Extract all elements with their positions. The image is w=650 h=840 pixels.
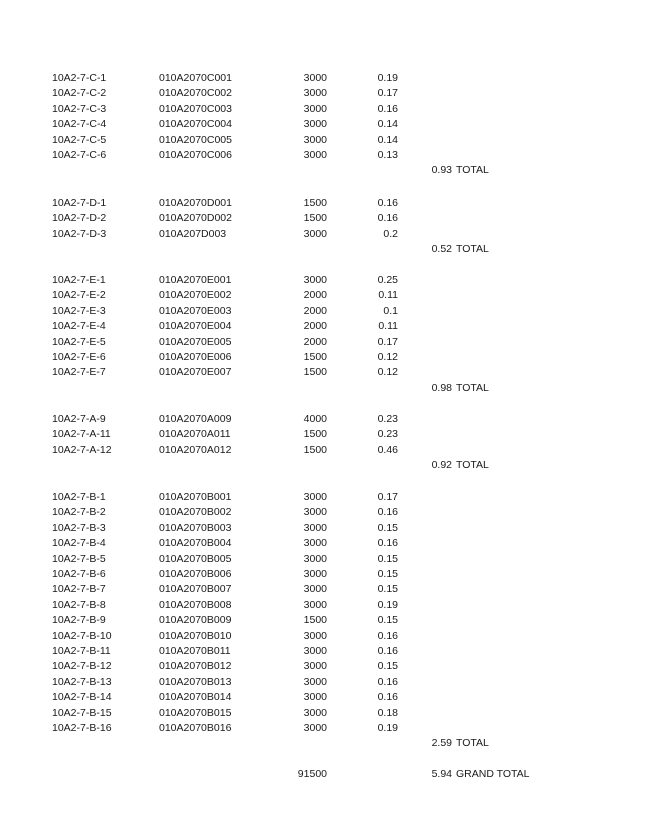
item-value: 0.13 [377,149,398,161]
item-quantity: 1500 [303,212,327,225]
item-id: 10A2-7-E-2 [52,289,106,302]
item-id: 10A2-7-B-8 [52,598,106,611]
total-value: 0.98 [431,381,452,394]
item-id: 10A2-7-B-15 [52,706,112,719]
item-quantity: 3000 [303,274,327,286]
item-code: 010A2070A011 [159,428,231,441]
grand-total-row [0,767,650,782]
item-value: 0.18 [377,706,398,719]
item-value: 0.2 [383,227,398,240]
total-value: 0.52 [431,243,452,256]
table-row [0,273,650,288]
item-quantity: 3000 [303,102,327,115]
item-code: 010A2070C001 [159,72,232,84]
table-row [0,412,650,427]
item-code: 010A2070A012 [159,443,232,456]
item-quantity: 1500 [303,197,327,209]
table-row [0,613,650,628]
table-row [0,86,650,101]
item-quantity: 3000 [303,722,327,734]
item-id: 10A2-7-A-12 [52,443,112,456]
item-value: 0.17 [377,87,398,100]
table-row [0,117,650,132]
item-id: 10A2-7-B-11 [52,645,111,657]
section-total [0,736,650,751]
total-value: 0.93 [431,164,452,177]
table-row [0,629,650,644]
item-quantity: 3000 [303,645,327,657]
item-code: 010A2070B016 [159,722,232,734]
item-quantity: 3000 [303,118,327,131]
item-code: 010A2070B007 [159,583,232,596]
item-value: 0.15 [377,614,398,627]
item-code: 010A2070C004 [159,118,232,131]
total-value: 0.92 [431,459,452,472]
item-quantity: 2000 [303,320,327,333]
item-code: 010A2070B010 [159,629,232,642]
total-label: TOTAL [456,737,489,750]
item-id: 10A2-7-B-10 [52,629,112,642]
total-label: TOTAL [456,459,489,472]
table-row [0,721,650,736]
item-value: 0.23 [377,413,398,425]
item-id: 10A2-7-B-3 [52,521,106,534]
item-value: 0.16 [377,629,398,642]
item-id: 10A2-7-E-3 [52,304,106,317]
item-id: 10A2-7-D-3 [52,227,107,240]
item-quantity: 3000 [303,629,327,642]
item-code: 010A2070C006 [159,149,232,161]
item-id: 10A2-7-E-4 [52,320,106,333]
item-code: 010A2070D001 [159,197,232,209]
item-code: 010A2070B015 [159,706,232,719]
item-quantity: 4000 [303,413,327,425]
item-quantity: 3000 [303,691,327,704]
table-row [0,582,650,597]
item-value: 0.16 [377,212,398,225]
item-code: 010A2070B014 [159,691,232,704]
item-id: 10A2-7-C-3 [52,102,107,115]
item-value: 0.16 [377,506,398,519]
item-value: 0.16 [377,537,398,550]
table-row [0,319,650,334]
table-row [0,690,650,705]
item-value: 0.15 [377,521,398,534]
item-code: 010A2070B004 [159,537,232,550]
item-value: 0.11 [378,289,398,302]
item-code: 010A2070C003 [159,102,232,115]
table-row [0,706,650,721]
item-code: 010A2070B011 [159,645,231,657]
item-code: 010A2070D002 [159,212,232,225]
item-code: 010A207D003 [159,227,227,240]
item-value: 0.16 [377,675,398,688]
item-quantity: 3000 [303,537,327,550]
item-quantity: 3000 [303,149,327,161]
item-id: 10A2-7-B-9 [52,614,106,627]
item-value: 0.14 [377,133,398,146]
item-code: 010A2070A009 [159,413,232,425]
item-id: 10A2-7-E-6 [52,351,106,363]
item-code: 010A2070E007 [159,366,232,379]
item-id: 10A2-7-E-7 [52,366,106,379]
item-code: 010A2070B009 [159,614,232,627]
item-quantity: 3000 [303,491,327,503]
item-code: 010A2070C005 [159,133,232,146]
table-row [0,598,650,613]
grand-total-quantity: 91500 [297,768,327,780]
item-quantity: 3000 [303,72,327,84]
item-quantity: 3000 [303,506,327,519]
item-value: 0.15 [377,583,398,596]
item-code: 010A2070B008 [159,598,232,611]
section-total [0,458,650,473]
item-value: 0.25 [377,274,398,286]
table-row [0,443,650,458]
item-id: 10A2-7-B-1 [52,491,106,503]
item-value: 0.16 [377,645,398,657]
item-quantity: 3000 [303,227,327,240]
table-row [0,490,650,505]
table-row [0,675,650,690]
total-label: TOTAL [456,243,489,256]
section-total [0,242,650,257]
item-value: 0.16 [377,691,398,704]
item-value: 0.46 [377,443,398,456]
item-id: 10A2-7-B-2 [52,506,106,519]
item-quantity: 3000 [303,521,327,534]
item-code: 010A2070E003 [159,304,232,317]
item-quantity: 3000 [303,87,327,100]
table-row [0,644,650,659]
item-id: 10A2-7-C-1 [52,72,107,84]
item-quantity: 3000 [303,660,327,673]
table-row [0,102,650,117]
item-code: 010A2070E006 [159,351,232,363]
item-id: 10A2-7-B-7 [52,583,106,596]
item-value: 0.15 [377,552,398,565]
item-id: 10A2-7-E-5 [52,335,106,348]
item-code: 010A2070E002 [159,289,232,302]
table-row [0,288,650,303]
item-id: 10A2-7-C-4 [52,118,107,131]
item-id: 10A2-7-B-13 [52,675,112,688]
table-row [0,536,650,551]
table-row [0,505,650,520]
item-value: 0.16 [377,102,398,115]
item-quantity: 1500 [303,428,327,441]
table-row [0,71,650,86]
item-value: 0.12 [377,366,398,379]
item-code: 010A2070E004 [159,320,232,333]
item-value: 0.17 [377,491,398,503]
item-value: 0.19 [377,72,398,84]
item-quantity: 3000 [303,133,327,146]
table-row [0,350,650,365]
item-id: 10A2-7-B-16 [52,722,112,734]
item-quantity: 3000 [303,598,327,611]
item-value: 0.15 [377,568,398,580]
item-id: 10A2-7-B-14 [52,691,112,704]
table-row [0,148,650,163]
item-code: 010A2070B013 [159,675,232,688]
item-id: 10A2-7-A-9 [52,413,106,425]
table-row [0,133,650,148]
section-total [0,381,650,396]
item-value: 0.11 [378,320,398,333]
table-row [0,365,650,380]
item-code: 010A2070B006 [159,568,232,580]
item-value: 0.23 [377,428,398,441]
item-code: 010A2070B012 [159,660,232,673]
item-quantity: 2000 [303,289,327,302]
item-quantity: 3000 [303,568,327,580]
table-row [0,196,650,211]
item-id: 10A2-7-D-2 [52,212,107,225]
item-id: 10A2-7-B-5 [52,552,106,565]
item-code: 010A2070E005 [159,335,232,348]
table-row [0,427,650,442]
item-quantity: 3000 [303,706,327,719]
item-id: 10A2-7-C-2 [52,87,107,100]
grand-total-value: 5.94 [431,768,452,780]
item-value: 0.14 [377,118,398,131]
item-id: 10A2-7-B-6 [52,568,106,580]
item-quantity: 2000 [303,304,327,317]
table-row [0,335,650,350]
item-id: 10A2-7-B-12 [52,660,112,673]
table-row [0,521,650,536]
item-value: 0.17 [377,335,398,348]
item-quantity: 3000 [303,675,327,688]
item-quantity: 3000 [303,583,327,596]
total-label: TOTAL [456,164,489,177]
item-id: 10A2-7-D-1 [52,197,107,209]
table-row [0,552,650,567]
item-quantity: 1500 [303,366,327,379]
item-quantity: 3000 [303,552,327,565]
item-value: 0.16 [377,197,398,209]
item-id: 10A2-7-B-4 [52,537,106,550]
item-quantity: 1500 [303,351,327,363]
total-label: TOTAL [456,381,489,394]
item-value: 0.12 [377,351,398,363]
table-row [0,227,650,242]
item-code: 010A2070B005 [159,552,232,565]
item-code: 010A2070E001 [159,274,232,286]
item-id: 10A2-7-E-1 [52,274,106,286]
item-value: 0.19 [377,598,398,611]
item-value: 0.15 [377,660,398,673]
item-value: 0.19 [377,722,398,734]
item-code: 010A2070B003 [159,521,232,534]
item-id: 10A2-7-C-5 [52,133,107,146]
item-code: 010A2070B001 [159,491,232,503]
table-row [0,567,650,582]
table-row [0,659,650,674]
table-row [0,211,650,226]
item-value: 0.1 [383,304,398,317]
item-quantity: 2000 [303,335,327,348]
grand-total-label: GRAND TOTAL [456,768,530,780]
item-id: 10A2-7-C-6 [52,149,107,161]
item-code: 010A2070C002 [159,87,232,100]
item-code: 010A2070B002 [159,506,232,519]
section-total [0,163,650,178]
item-quantity: 1500 [303,443,327,456]
table-row [0,304,650,319]
item-quantity: 1500 [303,614,327,627]
total-value: 2.59 [431,737,452,750]
item-id: 10A2-7-A-11 [52,428,111,441]
